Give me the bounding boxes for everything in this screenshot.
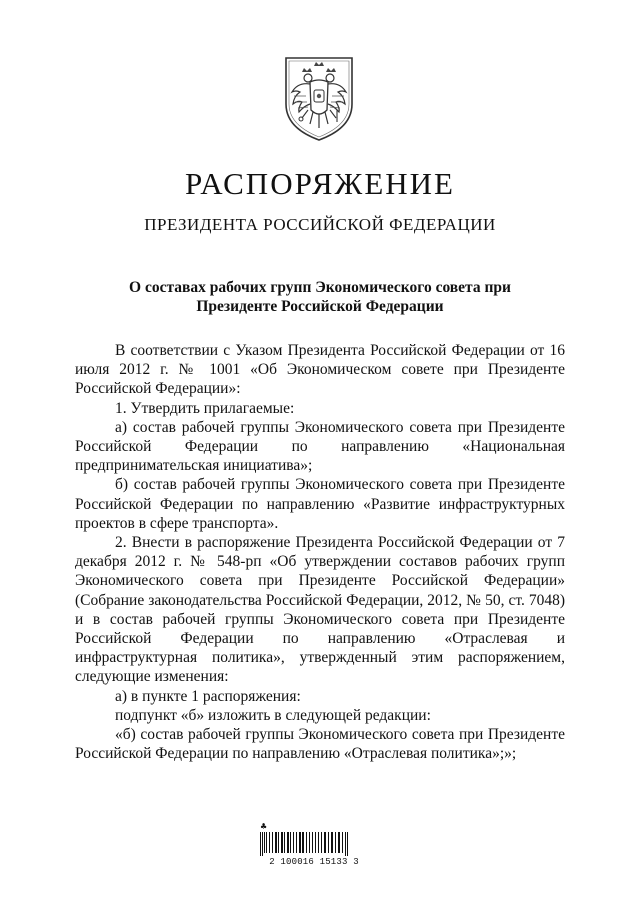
barcode <box>252 822 376 868</box>
paragraph-item-1: 1. Утвердить прилагаемые: <box>115 399 295 417</box>
paragraph-new-b: «б) состав рабочей группы Экономического совета при Президенте Российской Федерации по направлению «Отраслевая политика»;»; <box>75 726 565 763</box>
barcode-number: 2 100016 15133 3 <box>269 857 359 867</box>
document-body <box>75 341 565 763</box>
document-subtitle: ПРЕЗИДЕНТА РОССИЙСКОЙ ФЕДЕРАЦИИ <box>144 215 496 234</box>
paragraph-item-2a: а) в пункте 1 распоряжения: <box>115 687 301 705</box>
paragraph-item-1b: б) состав рабочей группы Экономического совета при Президенте Российской Федерации по направлению «Развитие инфраструктурных проектов в сфере транспорта». <box>75 476 565 532</box>
paragraph-subitem-b: подпункт «б» изложить в следующей редакции: <box>115 706 431 724</box>
document-heading <box>100 278 540 316</box>
document-title: РАСПОРЯЖЕНИЕ <box>185 166 455 201</box>
heading-line-1: О составах рабочих групп Экономического совета при <box>129 279 511 296</box>
barcode-bars <box>252 826 376 856</box>
state-emblem-icon <box>280 52 358 142</box>
barcode-mark-icon: ♣ <box>260 822 268 831</box>
paragraph-item-2: 2. Внести в распоряжение Президента Российской Федерации от 7 декабря 2012 г. № 548-рп «Об утверждении составов рабочих групп Экономического совета при Президенте Российской Федерации» (Собрание законодательства Российской Федерации, 2012, № 50, ст. 7048) и в состав рабочей группы Экономического совета при Президенте Российской Федерации по направлению «Отраслевая и инфраструктурная политика», утвержденный этим распоряжением, следующие изменения: <box>75 534 565 686</box>
paragraph-preamble: В соответствии с Указом Президента Российской Федерации от 16 июля 2012 г. № 1001 «Об Экономическом совете при Президенте Российской Федерации»: <box>75 342 565 398</box>
heading-line-2: Президенте Российской Федерации <box>196 298 444 315</box>
paragraph-item-1a: а) состав рабочей группы Экономического совета при Президенте Российской Федерации по направлению «Национальная предпринимательская инициатива»; <box>75 418 565 475</box>
